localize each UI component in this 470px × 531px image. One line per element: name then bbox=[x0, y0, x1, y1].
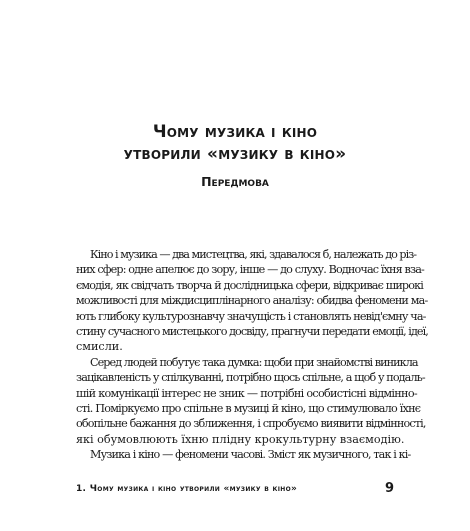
paragraph-1 bbox=[76, 247, 428, 355]
paragraph-line: них сфер: одне апелює до зору, інше — до слуху. Водночас їхня вза- bbox=[76, 263, 424, 277]
chapter-title-line-1: Чому музика і кіно bbox=[152, 122, 318, 142]
paragraph-line: смисли. bbox=[76, 340, 123, 354]
body-text bbox=[76, 247, 428, 463]
chapter-title-line-2: утворили «музику в кіно» bbox=[123, 144, 347, 164]
paragraph-2 bbox=[76, 355, 426, 447]
paragraph-line: шій комунікації інтерес не зник — потрібні особистісні відмінно- bbox=[76, 386, 417, 400]
chapter-title bbox=[0, 121, 470, 165]
paragraph-line: Музика і кіно — феномени часові. Зміст як музичного, так і кі- bbox=[90, 448, 411, 462]
paragraph-line: Серед людей побутує така думка: щоби при знайомстві виникла bbox=[90, 355, 418, 369]
running-title: 1. Чому музика і кіно утворили «музику в кіно» bbox=[76, 484, 298, 494]
paragraph-line: ють глибоку культурознавчу значущість і становлять невід'ємну ча- bbox=[76, 309, 426, 323]
paragraph-line: стину сучасного мистецького досвіду, прагнучи передати емоції, ідеї, bbox=[76, 325, 428, 339]
page-number: 9 bbox=[384, 481, 394, 496]
paragraph-line: обопільне бажання до зближення, і спробуємо виявити відмінності, bbox=[76, 417, 426, 431]
paragraph-line: які обумовлюють їхню плідну крокультурну взаємодію. bbox=[76, 432, 405, 446]
paragraph-line: зацікавленість у спілкуванні, потрібно щось спільне, а щоб у подаль- bbox=[76, 371, 425, 385]
paragraph-line: Кіно і музика — два мистецтва, які, здавалося б, належать до різ- bbox=[90, 248, 417, 261]
paragraph-3 bbox=[76, 447, 411, 462]
section-subtitle: Передмова bbox=[201, 174, 269, 189]
page-footer bbox=[76, 481, 394, 497]
paragraph-line: сті. Поміркуємо про спільне в музиці й кіно, що стимулювало їхнє bbox=[76, 402, 421, 416]
paragraph-line: можливості для міждисциплінарного аналізу: обидва феномени ма- bbox=[76, 294, 428, 308]
paragraph-line: ємодія, як свідчать творча й дослідницька сфери, відкриває широкі bbox=[76, 278, 424, 292]
